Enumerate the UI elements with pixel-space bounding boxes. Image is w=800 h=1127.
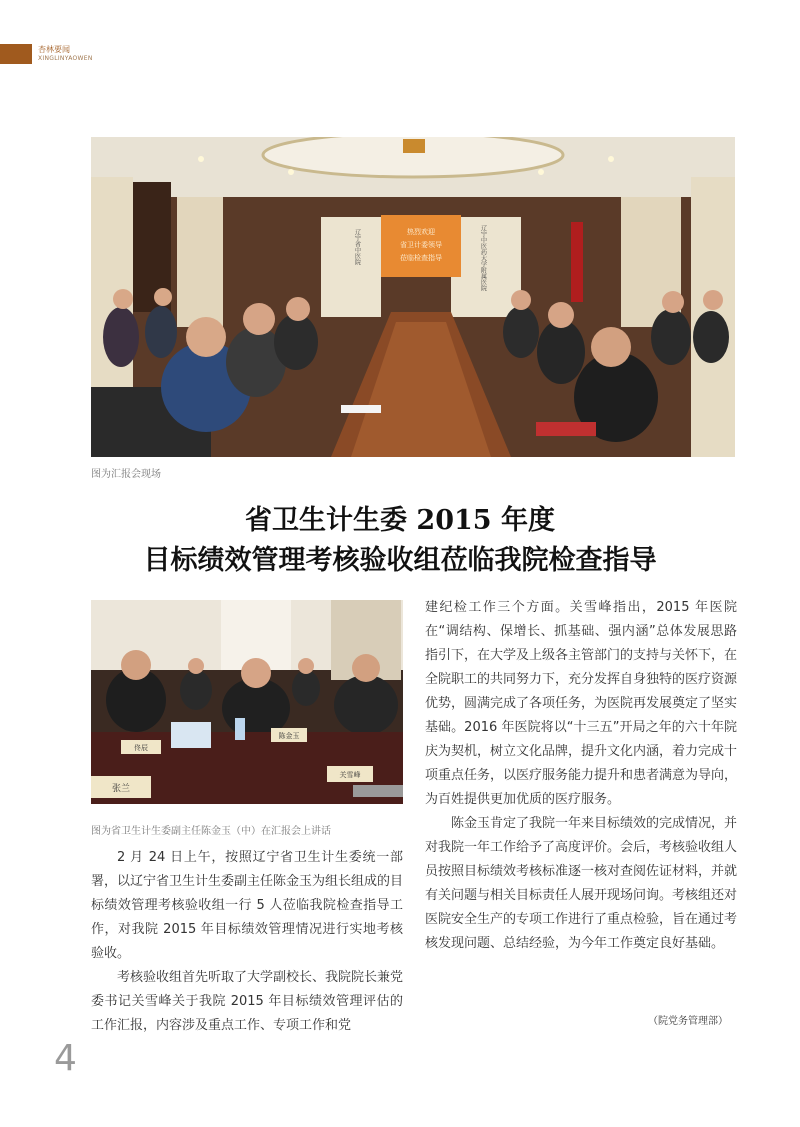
placard-4: 关雪峰	[339, 771, 361, 779]
speaker-illustration	[91, 600, 403, 804]
paragraph-3: 陈金玉肯定了我院一年来目标绩效的完成情况，并对我院一年工作给予了高度评价。会后，考核验收组人员按照目标绩效考核标准逐一核对查阅佐证材料，并就有关问题与相关目标责任人展开现场问询。考核组还对医院安全生产的专项工作进行了重点检验，旨在通过考核发现问题、总结经验，为今年工作奠定良好基础。	[425, 816, 738, 951]
byline: （院党务管理部）	[648, 1016, 728, 1027]
paragraph-2-continued: 建纪检工作三个方面。关雪峰指出，2015 年医院在“调结构、保增长、抓基础、强内涵”总体发展思路指引下，在大学及上级各主管部门的支持与关怀下，在全院职工的共同努力下，充分发挥自身独特的医疗资源优势，圆满完成了各项任务，为医院再发展奠定了坚实基础。2016 年医院将以“十三五”开局之年的六十年院庆为契机，树立文化品牌，提升文化内涵，着力完成十项重点任务，以医疗服务能力提升和患者满意为导向，为百姓提供更加优质的医疗服务。	[425, 600, 738, 807]
welcome-screen-line-2: 省卫计委领导	[400, 241, 442, 249]
placard-1: 张兰	[111, 784, 131, 794]
welcome-screen-line-1: 热烈欢迎	[407, 228, 435, 236]
article-column-right	[425, 596, 737, 956]
page-number: 4	[54, 1038, 77, 1079]
meeting-room-illustration	[91, 137, 735, 457]
right-banner-text: 辽宁中医药大学附属医院	[479, 225, 487, 291]
article-title-line-1: 省卫生计生委 2015 年度	[245, 505, 555, 536]
meeting-room-photo	[91, 137, 735, 457]
article-title-line-2: 目标绩效管理考核验收组莅临我院检查指导	[143, 545, 657, 576]
placard-2: 佟辰	[134, 744, 148, 752]
left-banner-text: 辽宁省中医院	[353, 229, 361, 265]
section-label-en: XINGLINYAOWEN	[38, 55, 93, 62]
article-column-left	[91, 846, 403, 1038]
section-label: 杏林要闻	[38, 45, 70, 54]
section-color-bar	[0, 44, 32, 64]
placard-3: 陈金玉	[278, 732, 300, 740]
welcome-screen-line-3: 莅临检查指导	[400, 254, 442, 262]
main-photo-caption: 图为汇报会现场	[91, 469, 161, 480]
speaker-photo	[91, 600, 403, 804]
small-photo-caption: 图为省卫生计生委副主任陈金玉（中）在汇报会上讲话	[91, 826, 331, 837]
paragraph-1: 2 月 24 日上午，按照辽宁省卫生计生委统一部署，以辽宁省卫生计生委副主任陈金玉为组长组成的目标绩效管理考核验收组一行 5 人莅临我院检查指导工作，对我院 2015 年目标绩效管理情况进行实地考核验收。	[91, 850, 404, 961]
paragraph-2: 考核验收组首先听取了大学副校长、我院院长兼党委书记关雪峰关于我院 2015 年目标绩效管理评估的工作汇报，内容涉及重点工作、专项工作和党	[91, 970, 404, 1033]
